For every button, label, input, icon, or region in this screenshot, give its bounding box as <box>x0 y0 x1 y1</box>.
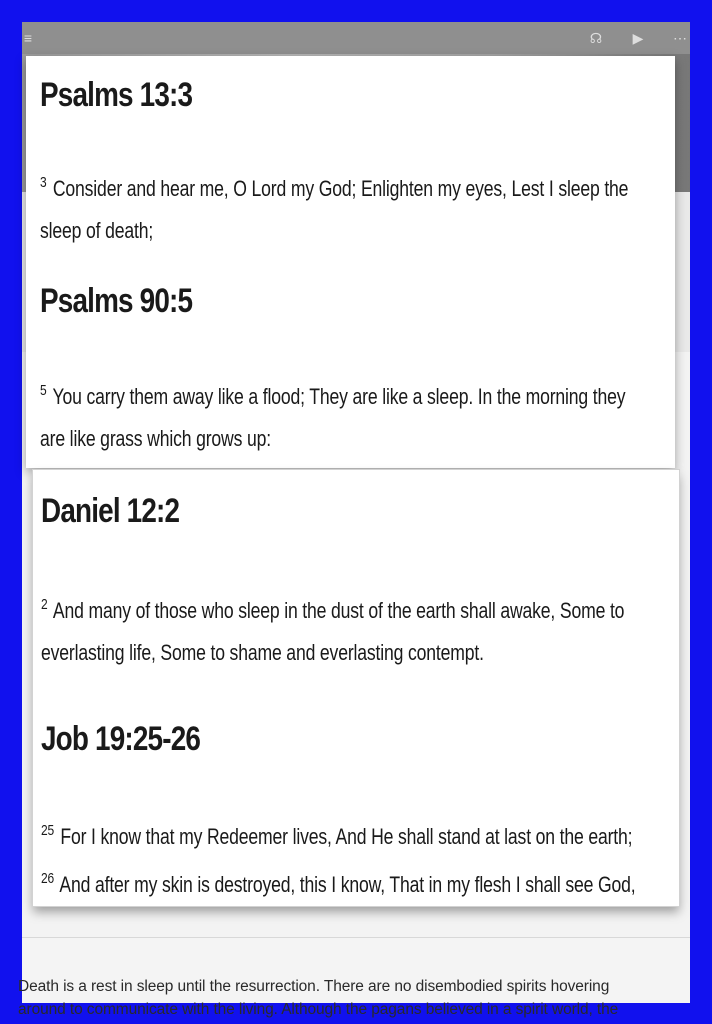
verse-reference: Daniel 12:2 <box>41 492 180 530</box>
verse-card-top <box>26 56 675 468</box>
verse-text <box>41 584 649 674</box>
article-text-line: around to communicate with the living. Although the pagans believed in a spirit world, the <box>18 1001 619 1018</box>
verse-body: And many of those who sleep in the dust of the earth shall awake, Some to everlasting life, Some to shame and everlasting contempt. <box>41 598 625 665</box>
top-toolbar <box>22 22 690 54</box>
menu-icon[interactable]: ≡ <box>23 30 33 46</box>
verse-reference: Job 19:25-26 <box>41 720 201 758</box>
verse-number: 3 <box>40 174 47 191</box>
verse-card-bottom <box>33 470 679 906</box>
headphones-icon[interactable]: ☊ <box>589 30 603 46</box>
verse-text <box>40 370 648 460</box>
verse-number: 26 <box>41 870 55 887</box>
more-icon[interactable]: ⋯ <box>673 30 687 46</box>
verse-number: 2 <box>41 596 48 613</box>
verse-number: 25 <box>41 822 55 839</box>
verse-reference: Psalms 90:5 <box>40 282 193 320</box>
verse-body: And after my skin is destroyed, this I know, That in my flesh I shall see God, <box>59 872 636 897</box>
verse-text <box>41 810 649 906</box>
article-text-line: Death is a rest in sleep until the resurrection. There are no disembodied spirits hovering <box>18 978 610 995</box>
background-bottom-text <box>18 937 690 1018</box>
video-icon[interactable]: ▶ <box>632 30 644 46</box>
verse-text <box>40 162 648 252</box>
verse-body: For I know that my Redeemer lives, And He shall stand at last on the earth; <box>60 824 633 849</box>
verse-body: Consider and hear me, O Lord my God; Enlighten my eyes, Lest I sleep the sleep of death; <box>40 176 629 243</box>
verse-number: 5 <box>40 382 47 399</box>
verse-reference: Psalms 13:3 <box>40 76 193 114</box>
verse-body: You carry them away like a flood; They are like a sleep. In the morning they are like grass which grows up: <box>40 384 626 451</box>
